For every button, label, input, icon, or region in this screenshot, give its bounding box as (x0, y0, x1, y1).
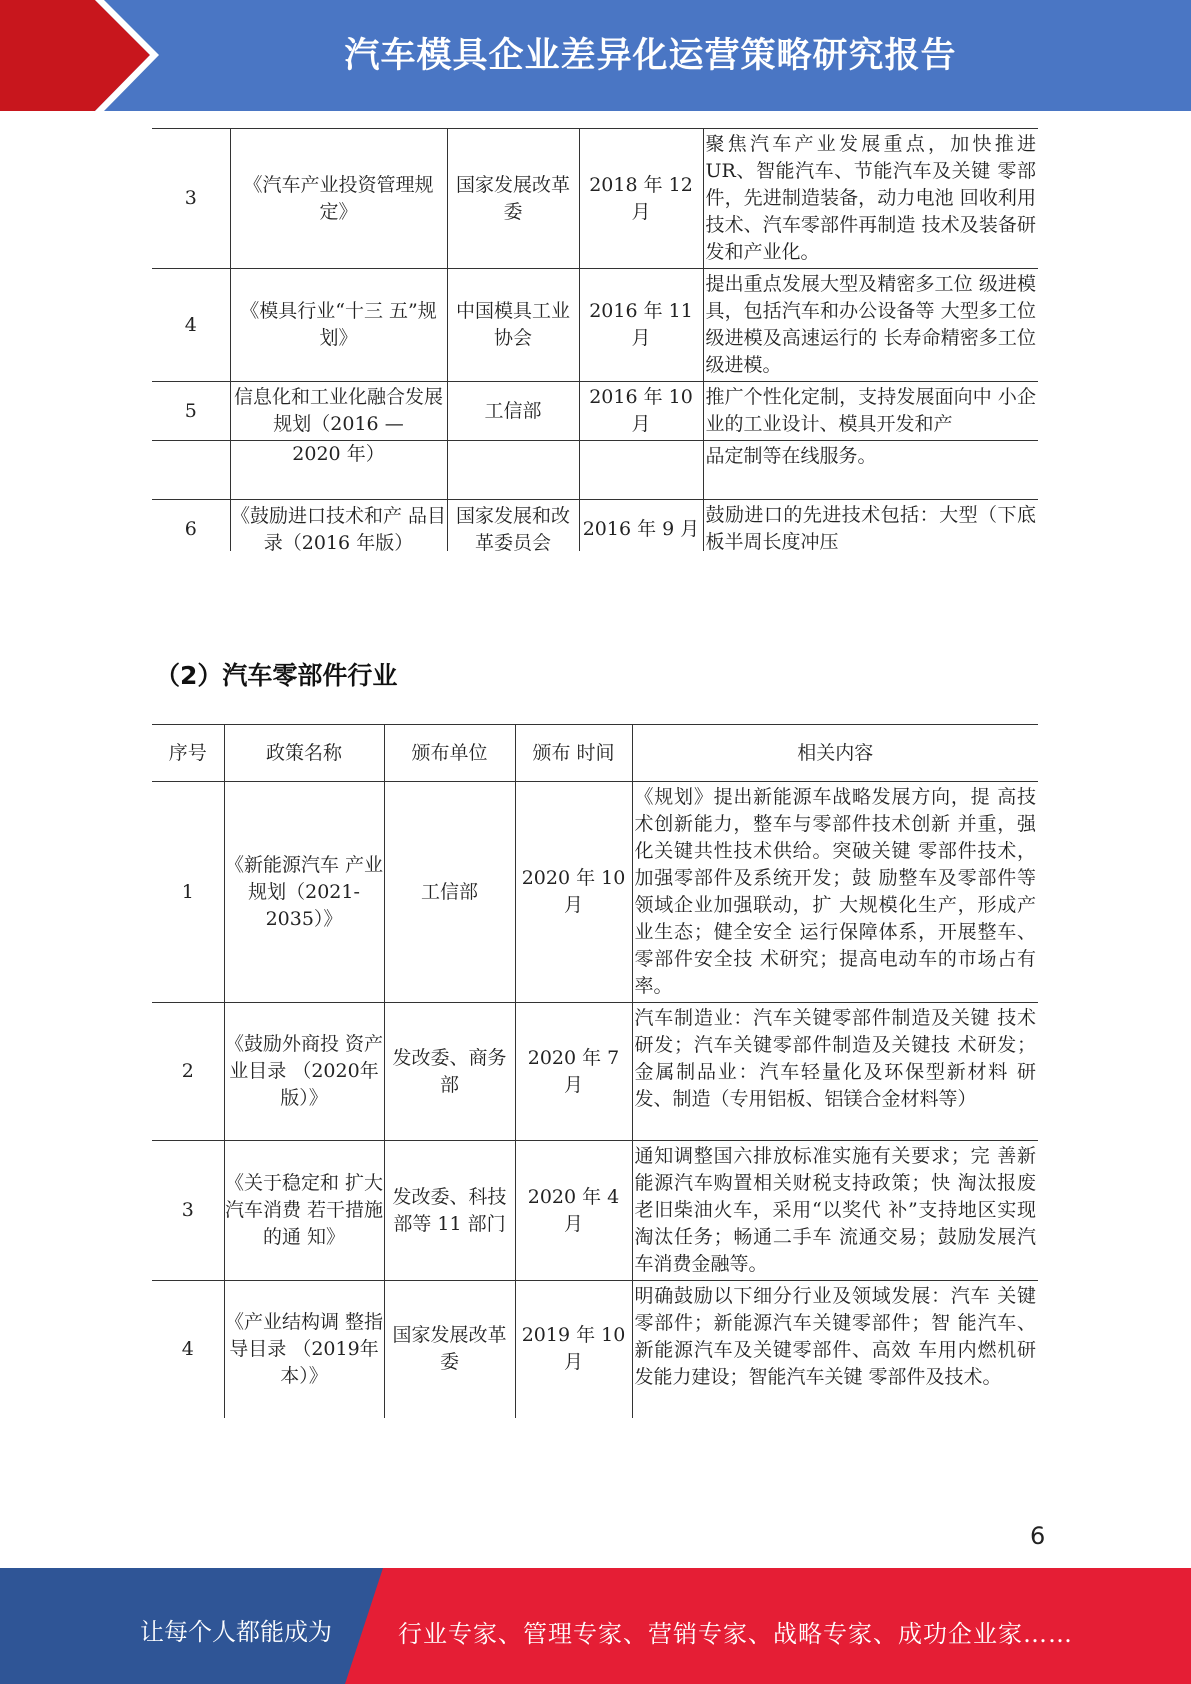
issue-date: 2016 年 11 月 (579, 269, 703, 382)
header-policy-name: 政策名称 (224, 725, 384, 782)
policy-content: 提出重点发展大型及精密多工位 级进模具，包括汽车和办公设备等 大型多工位级进模及高速运行的 长寿命精密多工位级进模。 (703, 269, 1038, 382)
issue-date: 2019 年 10 月 (515, 1281, 632, 1418)
policy-content: 推广个性化定制，支持发展面向中 小企业的工业设计、模具开发和产 (703, 382, 1038, 441)
table-header-row (152, 725, 1038, 782)
policy-name: 2020 年） (230, 441, 447, 500)
section-title: （2）汽车零部件行业 (155, 661, 398, 690)
issuer: 发改委、商务部 (384, 1003, 515, 1141)
row-number: 1 (152, 782, 224, 1003)
header-date: 颁布 时间 (515, 725, 632, 782)
table-row (152, 1141, 1038, 1281)
policy-name: 《鼓励进口技术和产 品目录（2016 年版） (230, 500, 447, 552)
page-number: 6 (1030, 1522, 1046, 1550)
issue-date: 2016 年 9 月 (579, 500, 703, 552)
issuer: 国家发展和改革委员会 (447, 500, 579, 552)
table-row (152, 500, 1038, 552)
policy-content: 汽车制造业：汽车关键零部件制造及关键 技术研发；汽车关键零部件制造及关键技 术研发；金属制品业：汽车轻量化及环保型新材料 研发、制造（专用铝板、铝镁合金材料等） (632, 1003, 1038, 1141)
issuer: 工信部 (384, 782, 515, 1003)
issuer (447, 441, 579, 500)
row-number: 4 (152, 1281, 224, 1418)
row-number: 6 (152, 500, 230, 552)
header-issuer: 颁布单位 (384, 725, 515, 782)
row-number (152, 441, 230, 500)
header-number: 序号 (152, 725, 224, 782)
table-row (152, 1281, 1038, 1418)
page-footer (0, 1568, 1191, 1684)
issue-date: 2016 年 10 月 (579, 382, 703, 441)
table-row (152, 782, 1038, 1003)
policy-name: 《关于稳定和 扩大汽车消费 若干措施的通 知》 (224, 1141, 384, 1281)
page-header (0, 0, 1191, 111)
issue-date (579, 441, 703, 500)
issue-date: 2020 年 7 月 (515, 1003, 632, 1141)
table-row (152, 1003, 1038, 1141)
policy-content: 《规划》提出新能源车战略发展方向，提 高技术创新能力，整车与零部件技术创新 并重，强化关键共性技术供给。突破关键 零部件技术，加强零部件及系统开发；鼓 励整车及零部件等领域企业加强联动，扩 大规模化生产，形成产业生态；健全安全 运行保障体系，开展整车、零部件安全技 术研究；提高电动车的市场占有率。 (632, 782, 1038, 1003)
policy-name: 《产业结构调 整指导目录 （2019年本）》 (224, 1281, 384, 1418)
document-title: 汽车模具企业差异化运营策略研究报告 (344, 36, 957, 76)
policy-table-molds (152, 128, 1042, 551)
policy-name: 《模具行业“十三 五”规划》 (230, 269, 447, 382)
policy-name: 《汽车产业投资管理规定》 (230, 129, 447, 269)
policy-table-auto-parts (152, 724, 1038, 1418)
policy-content: 鼓励进口的先进技术包括：大型（下底板半周长度冲压 (703, 500, 1038, 552)
table-row (152, 382, 1038, 441)
policy-content: 明确鼓励以下细分行业及领域发展：汽车 关键零部件；新能源汽车关键零部件；智 能汽车、新能源汽车及关键零部件、高效 车用内燃机研发能力建设；智能汽车关键 零部件及技术。 (632, 1281, 1038, 1418)
issue-date: 2018 年 12 月 (579, 129, 703, 269)
table-row (152, 129, 1038, 269)
policy-content: 品定制等在线服务。 (703, 441, 1038, 500)
policy-name: 信息化和工业化融合发展规划（2016 — (230, 382, 447, 441)
row-number: 5 (152, 382, 230, 441)
issuer: 国家发展改革委 (447, 129, 579, 269)
policy-name: 《新能源汽车 产业规划（2021-2035）》 (224, 782, 384, 1003)
issuer: 发改委、科技部等 11 部门 (384, 1141, 515, 1281)
footer-slogan-right: 行业专家、管理专家、营销专家、战略专家、成功企业家…… (398, 1620, 1073, 1648)
issue-date: 2020 年 4 月 (515, 1141, 632, 1281)
row-number: 4 (152, 269, 230, 382)
table-row (152, 269, 1038, 382)
issuer: 国家发展改革委 (384, 1281, 515, 1418)
policy-table-1 (152, 128, 1038, 551)
policy-content: 通知调整国六排放标准实施有关要求；完 善新能源汽车购置相关财税支持政策；快 淘汰报废老旧柴油火车，采用“以奖代 补”支持地区实现淘汰任务；畅通二手车 流通交易；鼓励发展汽车消费金融等。 (632, 1141, 1038, 1281)
policy-name: 《鼓励外商投 资产业目录 （2020年版）》 (224, 1003, 384, 1141)
row-number: 3 (152, 1141, 224, 1281)
policy-content: 聚焦汽车产业发展重点，加快推进UR、智能汽车、节能汽车及关键 零部件，先进制造装备，动力电池 回收利用技术、汽车零部件再制造 技术及装备研发和产业化。 (703, 129, 1038, 269)
table-row (152, 441, 1038, 500)
header-content: 相关内容 (632, 725, 1038, 782)
row-number: 2 (152, 1003, 224, 1141)
footer-slogan-left: 让每个人都能成为 (140, 1618, 332, 1646)
row-number: 3 (152, 129, 230, 269)
issuer: 中国模具工业协会 (447, 269, 579, 382)
issue-date: 2020 年 10 月 (515, 782, 632, 1003)
issuer: 工信部 (447, 382, 579, 441)
